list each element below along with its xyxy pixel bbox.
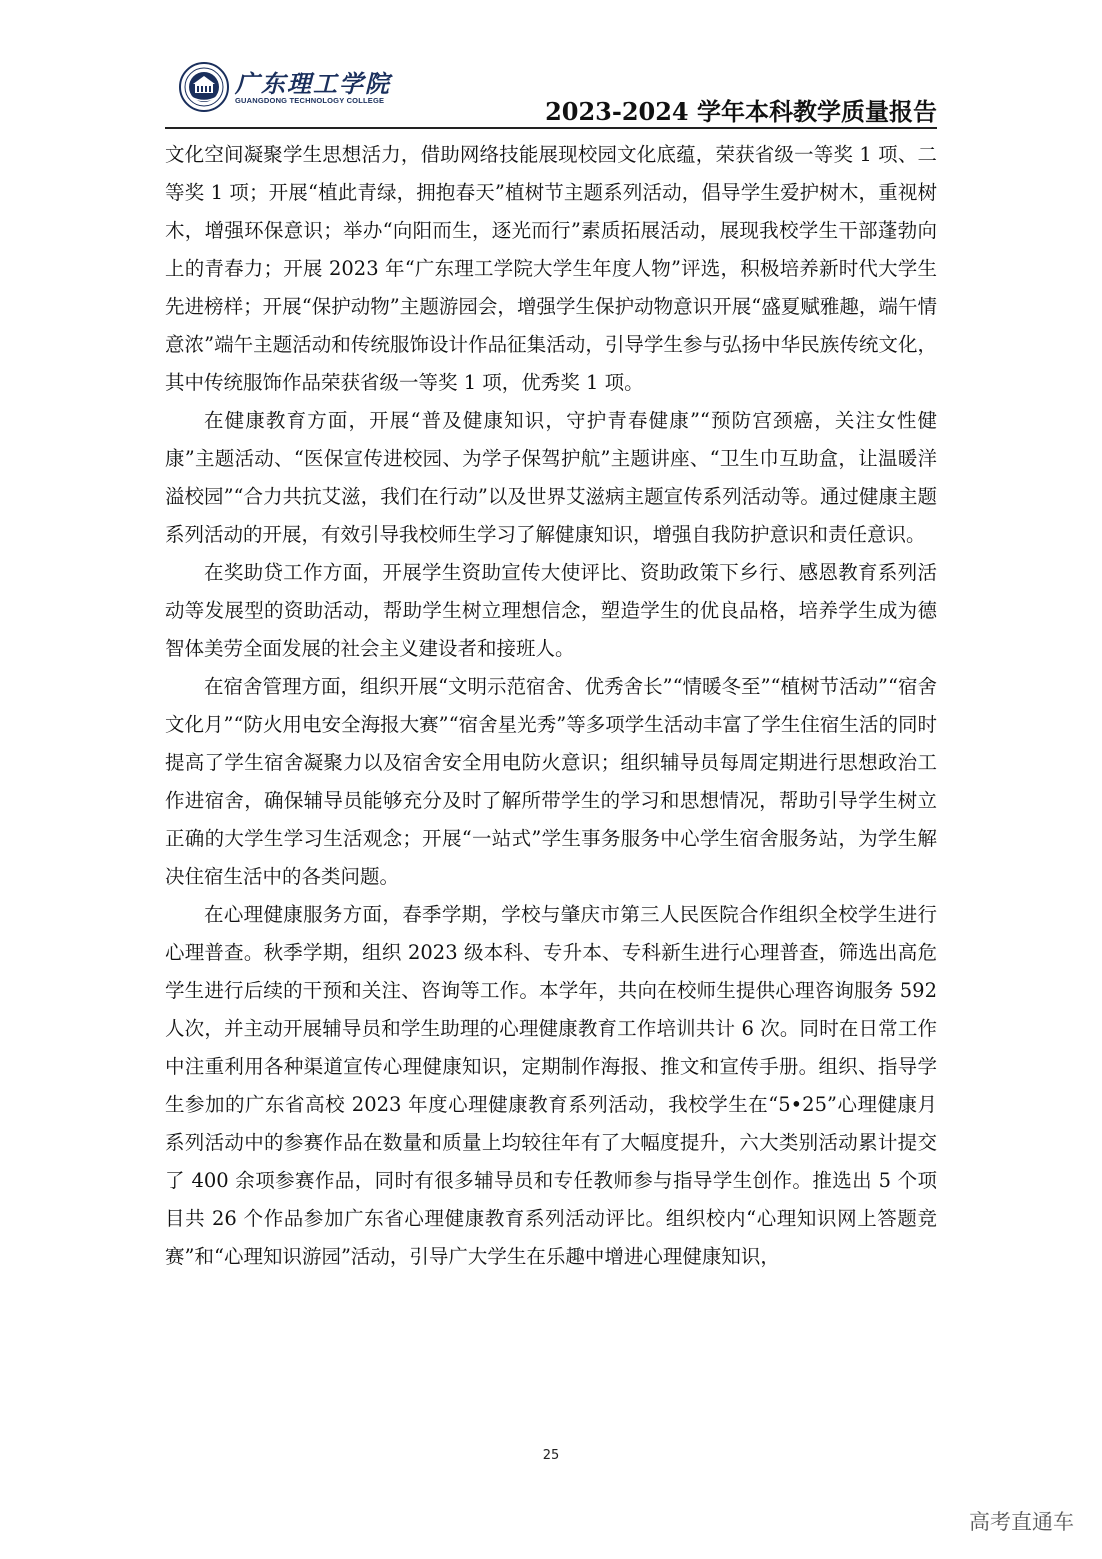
watermark-text: 高考直通车 [969,1510,1074,1534]
paragraph-mental-health: 在心理健康服务方面，春季学期，学校与肇庆市第三人民医院合作组织全校学生进行心理普查。秋季学期，组织 2023 级本科、专升本、专科新生进行心理普查，筛选出高危学生进行后续的干预和关注、咨询等工作。本学年，共向在校师生提供心理咨询服务 592 人次，并主动开展辅导员和学生助理的心理健康教育工作培训共计 6 次。同时在日常工作中注重利用各种渠道宣传心理健康知识，定期制作海报、推文和宣传手册。组织、指导学生参加的广东省高校 2023 年度心理健康教育系列活动，我校学生在“5•25”心理健康月系列活动中的参赛作品在数量和质量上均较往年有了大幅度提升，六大类别活动累计提交了 400 余项参赛作品，同时有很多辅导员和专任教师参与指导学生创作。推选出 5 个项目共 26 个作品参加广东省心理健康教育系列活动评比。组织校内“心理知识网上答题竞赛”和“心理知识游园”活动，引导广大学生在乐趣中增进心理健康知识， [165,903,937,1268]
header-divider [165,127,937,129]
paragraph-dormitory-management: 在宿舍管理方面，组织开展“文明示范宿舍、优秀舍长”“情暖冬至”“植树节活动”“宿舍文化月”“防火用电安全海报大赛”“宿舍星光秀”等多项学生活动丰富了学生住宿生活的同时提高了学生宿舍凝聚力以及宿舍安全用电防火意识；组织辅导员每周定期进行思想政治工作进宿舍，确保辅导员能够充分及时了解所带学生的学习和思想情况，帮助引导学生树立正确的大学生学习生活观念；开展“一站式”学生事务服务中心学生宿舍服务站，为学生解决住宿生活中的各类问题。 [165,675,937,888]
report-title: 2023-2024 学年本科教学质量报告 [545,97,937,126]
school-seal-icon [179,62,229,112]
paragraph-health-education: 在健康教育方面，开展“普及健康知识，守护青春健康”“预防宫颈癌，关注女性健康”主题活动、“医保宣传进校园、为学子保驾护航”主题讲座、“卫生巾互助盒，让温暖洋溢校园”“合力共抗艾滋，我们在行动”以及世界艾滋病主题宣传系列活动等。通过健康主题系列活动的开展，有效引导我校师生学习了解健康知识，增强自我防护意识和责任意识。 [165,409,937,546]
page-header [165,56,937,128]
paragraph-culture-continued: 文化空间凝聚学生思想活力，借助网络技能展现校园文化底蕴，荣获省级一等奖 1 项、二等奖 1 项；开展“植此青绿，拥抱春天”植树节主题系列活动，倡导学生爱护树木，重视树木，增强环保意识；举办“向阳而生，逐光而行”素质拓展活动，展现我校学生干部蓬勃向上的青春力；开展 2023 年“广东理工学院大学生年度人物”评选，积极培养新时代大学生先进榜样；开展“保护动物”主题游园会，增强学生保护动物意识开展“盛夏赋雅趣，端午情意浓”端午主题活动和传统服饰设计作品征集活动，引导学生参与弘扬中华民族传统文化，其中传统服饰作品荣获省级一等奖 1 项，优秀奖 1 项。 [165,143,937,394]
paragraph-financial-aid: 在奖助贷工作方面，开展学生资助宣传大使评比、资助政策下乡行、感恩教育系列活动等发展型的资助活动，帮助学生树立理想信念，塑造学生的优良品格，培养学生成为德智体美劳全面发展的社会主义建设者和接班人。 [165,561,937,660]
school-name-cn: 广东理工学院 [235,70,391,98]
page-number: 25 [542,1448,560,1463]
body-text [165,136,937,1276]
school-name-en: GUANGDONG TECHNOLOGY COLLEGE [235,96,385,105]
